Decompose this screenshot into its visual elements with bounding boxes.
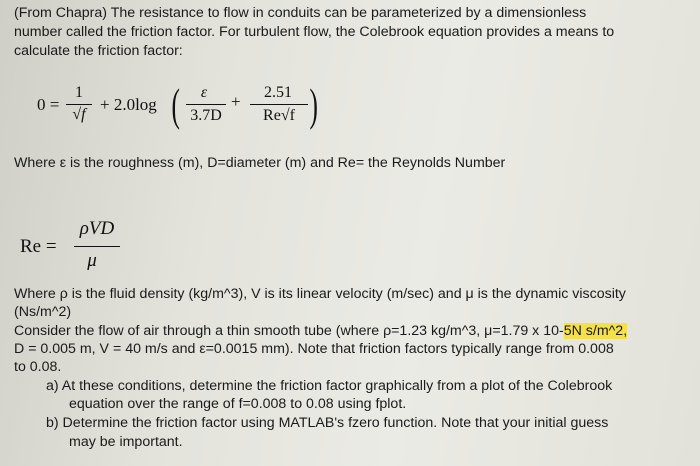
colebrook-numerator-2: ε <box>200 84 208 101</box>
colebrook-denominator-3: Re√f <box>263 107 295 124</box>
part-a-line-2: equation over the range of f=0.008 to 0.08 using fplot. <box>69 396 407 412</box>
part-b-line-1: b) Determine the friction factor using MATLAB's fzero function. Note that your initial guess <box>46 415 609 431</box>
reynolds-denominator: μ <box>87 250 97 271</box>
reynolds-numerator: ρVD <box>79 218 115 239</box>
where-roughness-line: Where ε is the roughness (m), D=diameter (m) and Re= the Reynolds Number <box>14 155 506 171</box>
colebrook-log-term: + 2.0log <box>100 95 157 114</box>
colebrook-fraction-bar-3 <box>250 104 308 105</box>
body-line-1: Where ρ is the fluid density (kg/m^3), V is its linear velocity (m/sec) and μ is the dynamic viscosity <box>14 286 626 302</box>
highlighted-units: 5N s/m^2, <box>563 323 628 339</box>
colebrook-fraction-bar-1 <box>66 104 92 105</box>
intro-line-1: (From Chapra) The resistance to flow in conduits can be parameterized by a dimensionless <box>14 5 587 21</box>
part-a-line-1: a) At these conditions, determine the friction factor graphically from a plot of the Colebrook <box>46 378 613 394</box>
colebrook-denominator-1: √f <box>72 106 86 123</box>
colebrook-fraction-bar-2 <box>186 104 226 105</box>
colebrook-lhs: 0 = <box>37 95 60 114</box>
body-line-3 <box>14 323 627 339</box>
body-line-3-text: Consider the flow of air through a thin smooth tube (where ρ=1.23 kg/m^3, μ=1.79 x 10- <box>14 323 564 339</box>
intro-line-3: calculate the friction factor: <box>14 43 183 59</box>
body-line-2: (Ns/m^2) <box>14 304 72 320</box>
body-line-4: D = 0.005 m, V = 40 m/s and ε=0.0015 mm). Note that friction factors typically range from 0.008 <box>14 341 614 357</box>
colebrook-plus: + <box>231 92 241 111</box>
right-paren: ) <box>309 79 318 130</box>
left-paren: ( <box>171 79 180 130</box>
reynolds-lhs: Re = <box>20 236 57 257</box>
part-b-line-2: may be important. <box>69 434 183 450</box>
colebrook-numerator-1: 1 <box>75 84 83 101</box>
colebrook-denominator-2: 3.7D <box>190 107 222 124</box>
body-line-5: to 0.08. <box>14 359 62 375</box>
reynolds-fraction-bar <box>74 246 120 247</box>
intro-line-2: number called the friction factor. For turbulent flow, the Colebrook equation provides a means to <box>14 24 615 40</box>
colebrook-numerator-3: 2.51 <box>264 84 292 101</box>
